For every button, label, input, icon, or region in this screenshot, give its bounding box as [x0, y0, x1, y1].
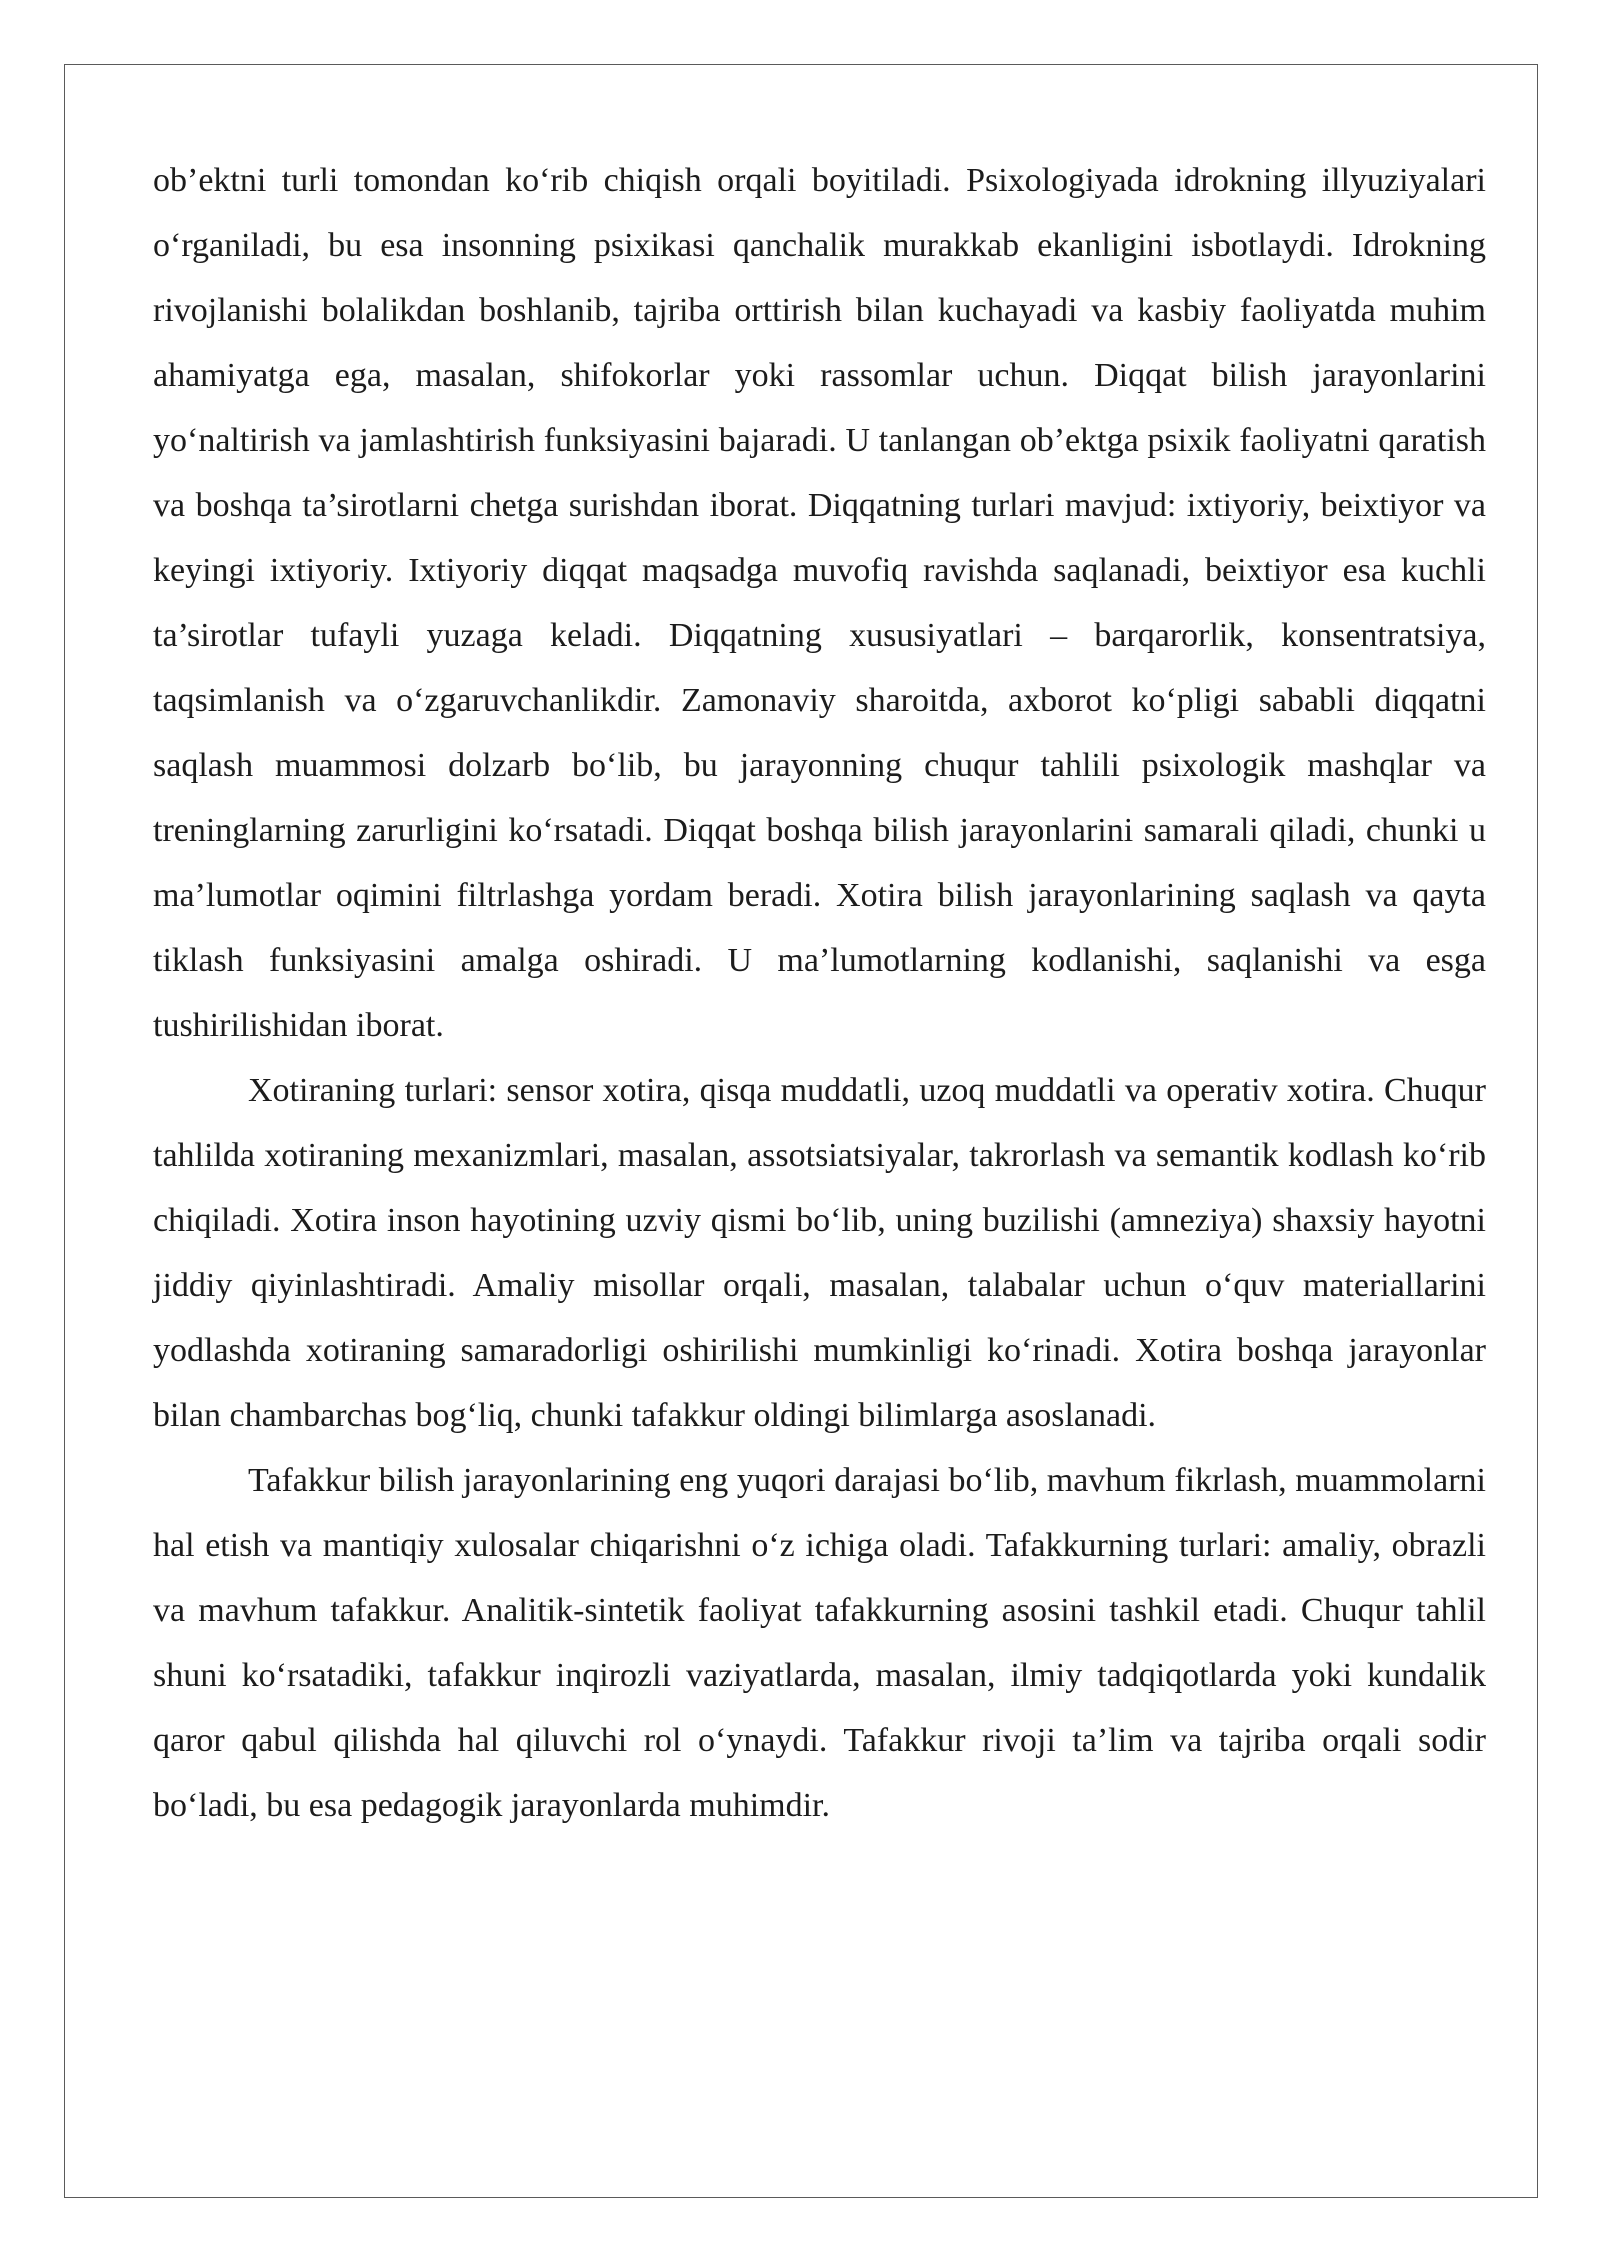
paragraph-memory-types: Xotiraning turlari: sensor xotira, qisqa muddatli, uzoq muddatli va operativ xotira. Chuqur tahlilda xotiraning mexanizmlari, masalan, assotsiatsiyalar, takrorlash va semantik kodlash ko‘rib chiqiladi. Xotira inson hayotining uzviy qismi bo‘lib, uning buzilishi (amneziya) shaxsiy hayotni jiddiy qiyinlashtiradi. Amaliy misollar orqali, masalan, talabalar uchun o‘quv materiallarini yodlashda xotiraning samaradorligi oshirilishi mumkinligi ko‘rinadi. Xotira boshqa jarayonlar bilan chambarchas bog‘liq, chunki tafakkur oldingi bilimlarga asoslanadi. [153, 1072, 1486, 1434]
paragraph-attention-memory: ob’ektni turli tomondan ko‘rib chiqish orqali boyitiladi. Psixologiyada idrokning illyuziyalari o‘rganiladi, bu esa insonning psixikasi qanchalik murakkab ekanligini isbotlaydi. Idrokning rivojlanishi bolalikdan boshlanib, tajriba orttirish bilan kuchayadi va kasbiy faoliyatda muhim ahamiyatga ega, masalan, shifokorlar yoki rassomlar uchun. Diqqat bilish jarayonlarini yo‘naltirish va jamlashtirish funksiyasini bajaradi. U tanlangan ob’ektga psixik faoliyatni qaratish va boshqa ta’sirotlarni chetga surishdan iborat. Diqqatning turlari mavjud: ixtiyoriy, beixtiyor va keyingi ixtiyoriy. Ixtiyoriy diqqat maqsadga muvofiq ravishda saqlanadi, beixtiyor esa kuchli ta’sirotlar tufayli yuzaga keladi. Diqqatning xususiyatlari – barqarorlik, konsentratsiya, taqsimlanish va o‘zgaruvchanlikdir. Zamonaviy sharoitda, axborot ko‘pligi sababli diqqatni saqlash muammosi dolzarb bo‘lib, bu jarayonning chuqur tahlili psixologik mashqlar va treninglarning zarurligini ko‘rsatadi. Diqqat boshqa bilish jarayonlarini samarali qiladi, chunki u ma’lumotlar oqimini filtrlashga yordam beradi. Xotira bilish jarayonlarining saqlash va qayta tiklash funksiyasini amalga oshiradi. U ma’lumotlarning kodlanishi, saqlanishi va esga tushirilishidan iborat. [153, 162, 1486, 1044]
document-body [153, 148, 1486, 1838]
paragraph-thinking: Tafakkur bilish jarayonlarining eng yuqori darajasi bo‘lib, mavhum fikrlash, muammolarni hal etish va mantiqiy xulosalar chiqarishni o‘z ichiga oladi. Tafakkurning turlari: amaliy, obrazli va mavhum tafakkur. Analitik-sintetik faoliyat tafakkurning asosini tashkil etadi. Chuqur tahlil shuni ko‘rsatadiki, tafakkur inqirozli vaziyatlarda, masalan, ilmiy tadqiqotlarda yoki kundalik qaror qabul qilishda hal qiluvchi rol o‘ynaydi. Tafakkur rivoji ta’lim va tajriba orqali sodir bo‘ladi, bu esa pedagogik jarayonlarda muhimdir. [153, 1462, 1486, 1824]
